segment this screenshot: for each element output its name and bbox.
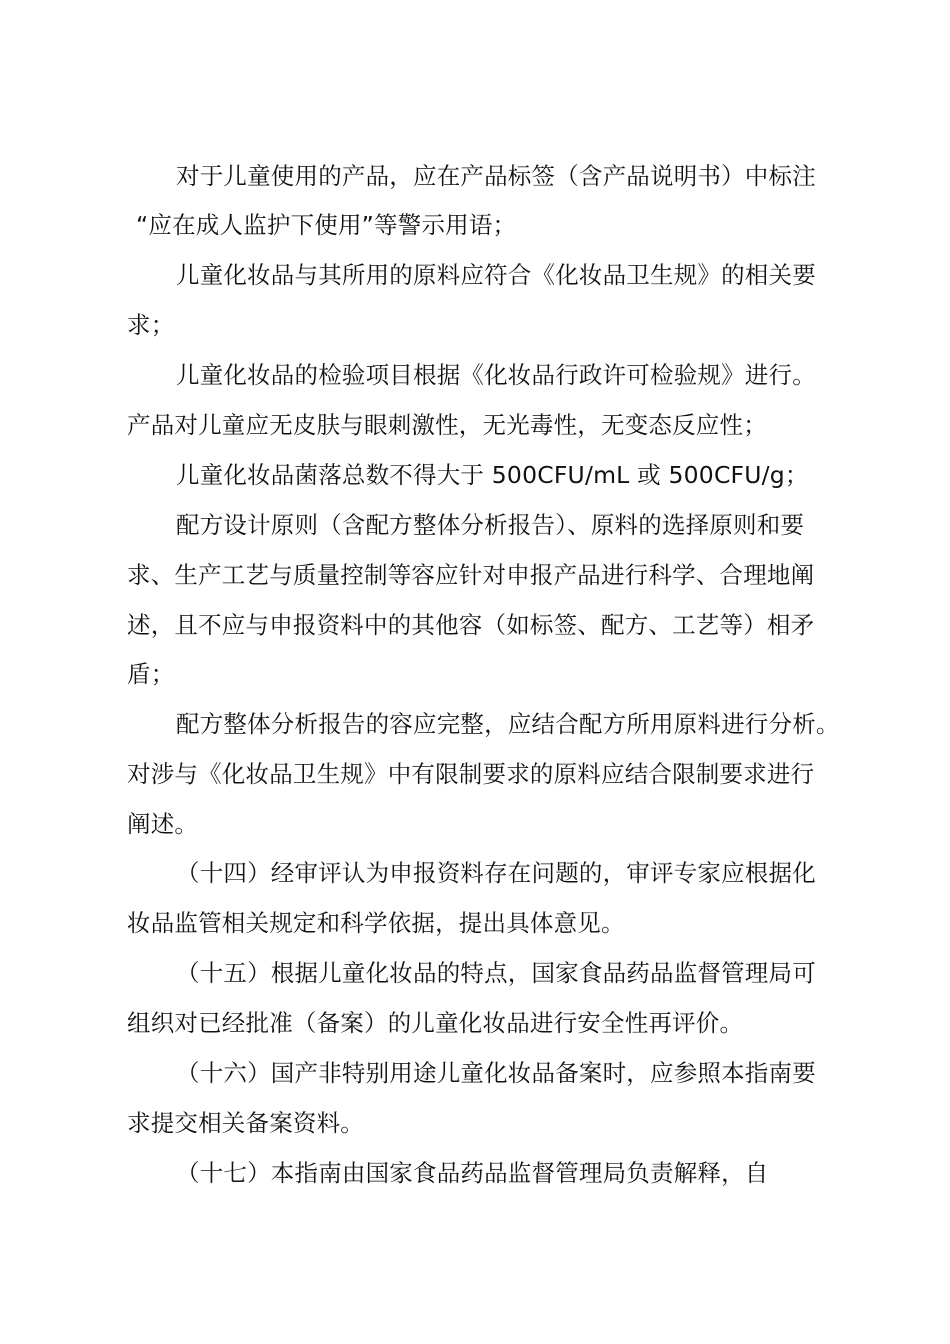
paragraph-line: 盾； [127, 660, 175, 688]
paragraph-line: 儿童化妆品菌落总数不得大于 500CFU/mL 或 500CFU/g； [176, 461, 809, 489]
paragraph-line: （十六）国产非特别用途儿童化妆品备案时，应参照本指南要 [176, 1059, 816, 1087]
paragraph-line: 对于儿童使用的产品，应在产品标签（含产品说明书）中标注 [176, 162, 816, 190]
paragraph-line: 阐述。 [127, 810, 199, 838]
paragraph-line: （十七）本指南由国家食品药品监督管理局负责解释，自 [176, 1159, 769, 1187]
paragraph-line: （十四）经审评认为申报资料存在问题的，审评专家应根据化 [176, 859, 816, 887]
paragraph-line: 组织对已经批准（备案）的儿童化妆品进行安全性再评价。 [127, 1009, 744, 1037]
paragraph-line: 儿童化妆品的检验项目根据《化妆品行政许可检验规》进行。 [176, 361, 816, 389]
paragraph-line: 儿童化妆品与其所用的原料应符合《化妆品卫生规》的相关要 [176, 261, 816, 289]
paragraph-line: “应在成人监护下使用”等警示用语； [136, 211, 517, 239]
paragraph-line: （十五）根据儿童化妆品的特点，国家食品药品监督管理局可 [176, 959, 816, 987]
paragraph-line: 对涉与《化妆品卫生规》中有限制要求的原料应结合限制要求进行 [127, 760, 815, 788]
paragraph-line: 产品对儿童应无皮肤与眼刺激性，无光毒性，无变态反应性； [127, 411, 767, 439]
paragraph-line: 配方设计原则（含配方整体分析报告）、原料的选择原则和要 [176, 511, 805, 539]
paragraph-line: 妆品监管相关规定和科学依据，提出具体意见。 [127, 909, 625, 937]
paragraph-line: 述，且不应与申报资料中的其他容（如标签、配方、工艺等）相矛 [127, 611, 815, 639]
paragraph-line: 求； [127, 311, 175, 339]
paragraph-line: 求、生产工艺与质量控制等容应针对申报产品进行科学、合理地阐 [127, 561, 815, 589]
paragraph-line: 配方整体分析报告的容应完整，应结合配方所用原料进行分析。 [176, 710, 840, 738]
paragraph-line: 求提交相关备案资料。 [127, 1109, 364, 1137]
